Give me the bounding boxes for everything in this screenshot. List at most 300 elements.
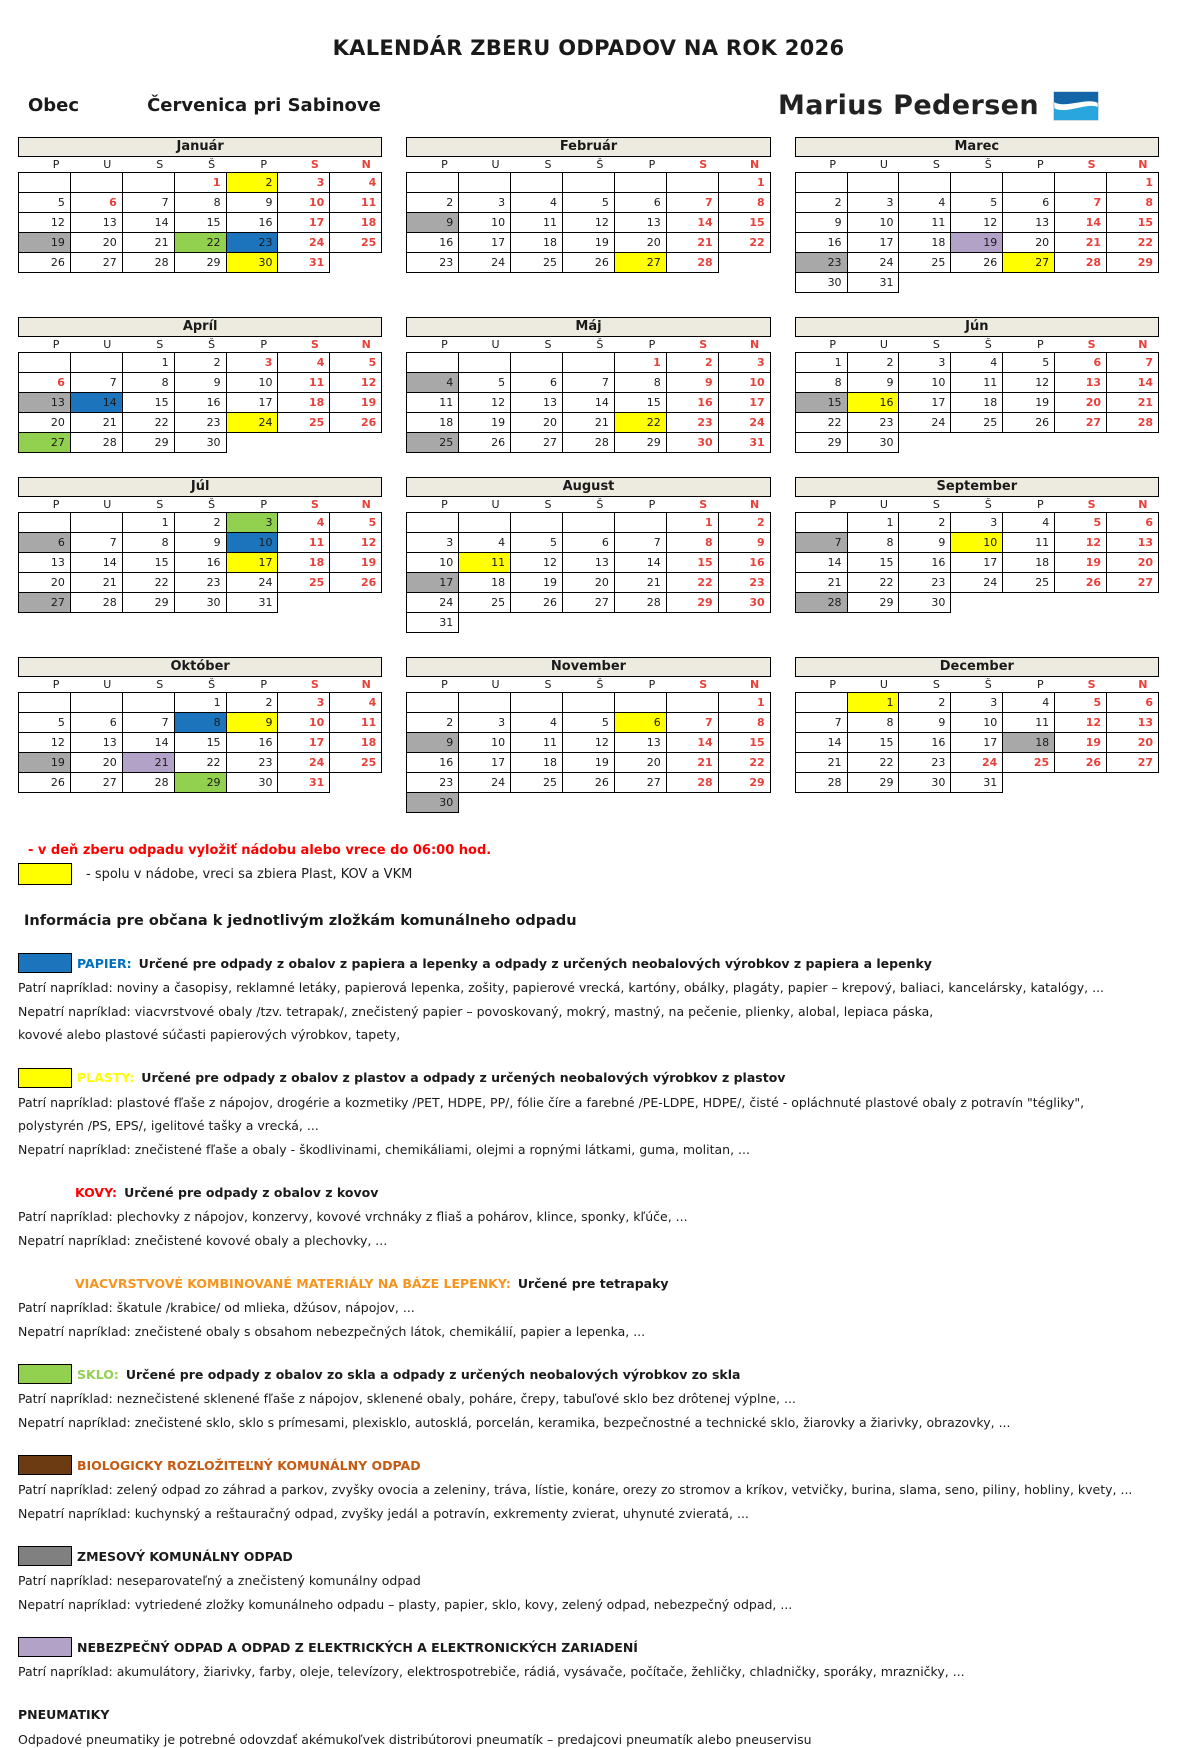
day-august-22: 22 [666,573,718,593]
day-august-18: 18 [459,573,511,593]
months-grid [18,137,1159,813]
day-september-2: 2 [899,513,951,533]
weekday-header: P [614,497,666,513]
day-marec-5: 5 [951,193,1003,213]
day-marec-19: 19 [951,233,1003,253]
day-september-1: 1 [847,513,899,533]
section-head [75,1182,1159,1202]
day-marec-24: 24 [847,253,899,273]
day-december-18: 18 [1003,733,1055,753]
ghost-cell [1107,773,1159,793]
day-februar-17: 17 [459,233,511,253]
day-april-14: 14 [70,393,122,413]
day-marec-26: 26 [951,253,1003,273]
day-oktober-19: 19 [19,753,71,773]
day-jun-14: 14 [1107,373,1159,393]
day-marec-12: 12 [951,213,1003,233]
weekday-header: U [459,677,511,693]
weekday-header: P [226,157,278,173]
empty-day-cell [407,353,459,373]
day-februar-19: 19 [563,233,615,253]
weekday-header: P [1003,337,1055,353]
day-april-8: 8 [122,373,174,393]
section-head [18,1546,1159,1566]
day-april-18: 18 [278,393,330,413]
day-november-23: 23 [407,773,459,793]
day-oktober-3: 3 [278,693,330,713]
weekday-header: S [899,497,951,513]
day-april-10: 10 [226,373,278,393]
day-december-12: 12 [1055,713,1107,733]
weekday-header: P [19,157,71,173]
month-title: September [795,477,1159,497]
day-marec-2: 2 [795,193,847,213]
ghost-cell [1003,593,1055,613]
day-jun-27: 27 [1055,413,1107,433]
day-februar-12: 12 [563,213,615,233]
month-title: Október [18,657,382,677]
day-august-31: 31 [407,613,459,633]
day-maj-26: 26 [459,433,511,453]
day-januar-14: 14 [122,213,174,233]
day-april-30: 30 [174,433,226,453]
day-november-8: 8 [718,713,770,733]
day-jul-15: 15 [122,553,174,573]
day-august-13: 13 [563,553,615,573]
day-december-4: 4 [1003,693,1055,713]
day-april-17: 17 [226,393,278,413]
month-maj [406,317,770,453]
weekday-header: P [1003,157,1055,173]
day-april-25: 25 [278,413,330,433]
weekday-header: P [795,157,847,173]
day-jun-28: 28 [1107,413,1159,433]
ghost-cell [614,793,666,813]
weekday-header: S [511,337,563,353]
empty-day-cell [407,693,459,713]
section-head [18,1455,1159,1475]
day-august-5: 5 [511,533,563,553]
empty-day-cell [847,173,899,193]
day-november-7: 7 [666,713,718,733]
weekday-header: Š [563,497,615,513]
waste-section-sklo [18,1364,1159,1431]
section-heading: Určené pre odpady z obalov z plastov a odpady z určených neobalových výrobkov z plastov [141,1070,785,1085]
day-april-21: 21 [70,413,122,433]
day-maj-21: 21 [563,413,615,433]
day-november-14: 14 [666,733,718,753]
day-december-16: 16 [899,733,951,753]
day-marec-17: 17 [847,233,899,253]
section-line: Patrí napríklad: neznečistené sklenené fľaše z nápojov, sklenené obaly, poháre, črepy, tabuľové sklo bez drôtenej výplne, ... [18,1390,1159,1408]
day-februar-14: 14 [666,213,718,233]
empty-day-cell [70,513,122,533]
weekday-header: S [278,157,330,173]
day-april-26: 26 [330,413,382,433]
day-december-6: 6 [1107,693,1159,713]
day-april-3: 3 [226,353,278,373]
day-september-21: 21 [795,573,847,593]
day-marec-18: 18 [899,233,951,253]
yellow-swatch [18,1068,72,1088]
section-heading: Určené pre odpady z obalov z kovov [124,1185,378,1200]
day-november-25: 25 [511,773,563,793]
day-december-9: 9 [899,713,951,733]
day-jun-5: 5 [1003,353,1055,373]
day-maj-19: 19 [459,413,511,433]
section-line: Nepatrí napríklad: viacvrstvové obaly /tzv. tetrapak/, znečistený papier – povoskovaný, mokrý, mastný, na pečenie, plienky, alobal, lepiaca páska, [18,1003,1159,1021]
day-jun-4: 4 [951,353,1003,373]
day-november-9: 9 [407,733,459,753]
day-september-28: 28 [795,593,847,613]
weekday-header: Š [174,677,226,693]
day-maj-5: 5 [459,373,511,393]
weekday-header: P [795,497,847,513]
day-april-19: 19 [330,393,382,413]
day-jun-18: 18 [951,393,1003,413]
day-april-27: 27 [19,433,71,453]
day-august-17: 17 [407,573,459,593]
day-oktober-26: 26 [19,773,71,793]
day-jun-23: 23 [847,413,899,433]
ghost-cell [951,433,1003,453]
month-grid [795,497,1159,613]
day-januar-8: 8 [174,193,226,213]
day-april-6: 6 [19,373,71,393]
day-januar-19: 19 [19,233,71,253]
empty-day-cell [795,173,847,193]
day-maj-27: 27 [511,433,563,453]
section-heading: Určené pre tetrapaky [518,1276,669,1291]
weekday-header: S [666,337,718,353]
empty-day-cell [511,353,563,373]
collection-legend [18,843,1159,885]
day-november-15: 15 [718,733,770,753]
day-december-5: 5 [1055,693,1107,713]
day-jul-11: 11 [278,533,330,553]
day-november-6: 6 [614,713,666,733]
day-november-19: 19 [563,753,615,773]
day-marec-10: 10 [847,213,899,233]
day-oktober-7: 7 [122,713,174,733]
section-head [18,1705,1159,1725]
day-december-1: 1 [847,693,899,713]
day-februar-4: 4 [511,193,563,213]
empty-day-cell [795,693,847,713]
legend-yellow-row [18,863,1159,885]
day-marec-7: 7 [1055,193,1107,213]
month-grid [18,337,382,453]
day-september-23: 23 [899,573,951,593]
weekday-header: P [19,337,71,353]
ghost-cell [1055,593,1107,613]
day-februar-13: 13 [614,213,666,233]
day-maj-4: 4 [407,373,459,393]
day-jun-8: 8 [795,373,847,393]
weekday-header: P [407,677,459,693]
day-januar-2: 2 [226,173,278,193]
weekday-header: N [330,677,382,693]
day-januar-26: 26 [19,253,71,273]
month-title: Február [406,137,770,157]
day-februar-24: 24 [459,253,511,273]
day-november-30: 30 [407,793,459,813]
weekday-header: S [666,497,718,513]
ghost-cell [899,433,951,453]
day-december-17: 17 [951,733,1003,753]
day-december-26: 26 [1055,753,1107,773]
day-november-18: 18 [511,753,563,773]
day-jun-21: 21 [1107,393,1159,413]
empty-day-cell [511,693,563,713]
day-jun-2: 2 [847,353,899,373]
empty-day-cell [1003,173,1055,193]
day-september-16: 16 [899,553,951,573]
day-oktober-17: 17 [278,733,330,753]
day-januar-5: 5 [19,193,71,213]
ghost-cell [459,793,511,813]
ghost-cell [330,433,382,453]
day-jul-2: 2 [174,513,226,533]
day-februar-22: 22 [718,233,770,253]
day-jun-19: 19 [1003,393,1055,413]
weekday-header: N [330,337,382,353]
section-head [18,953,1159,973]
day-december-3: 3 [951,693,1003,713]
legend-yellow-text: - spolu v nádobe, vreci sa zbiera Plast, KOV a VKM [86,867,412,882]
day-jun-29: 29 [795,433,847,453]
day-jun-15: 15 [795,393,847,413]
empty-day-cell [563,353,615,373]
ghost-cell [511,793,563,813]
day-jul-17: 17 [226,553,278,573]
ghost-cell [1055,433,1107,453]
day-april-1: 1 [122,353,174,373]
day-august-21: 21 [614,573,666,593]
day-marec-23: 23 [795,253,847,273]
weekday-header: Š [563,677,615,693]
day-oktober-1: 1 [174,693,226,713]
weekday-header: P [614,157,666,173]
day-november-10: 10 [459,733,511,753]
section-line: polystyrén /PS, EPS/, igelitové tašky a vrecká, ... [18,1117,1159,1135]
darkgray-swatch [18,1546,72,1566]
day-august-25: 25 [459,593,511,613]
weekday-header: P [407,157,459,173]
ghost-cell [278,433,330,453]
day-august-6: 6 [563,533,615,553]
weekday-header: S [666,677,718,693]
month-title: December [795,657,1159,677]
day-april-5: 5 [330,353,382,373]
day-april-2: 2 [174,353,226,373]
month-januar [18,137,382,273]
section-label: PLASTY: [77,1070,134,1085]
month-august [406,477,770,633]
day-marec-28: 28 [1055,253,1107,273]
day-marec-29: 29 [1107,253,1159,273]
day-marec-22: 22 [1107,233,1159,253]
empty-day-cell [614,513,666,533]
day-marec-31: 31 [847,273,899,293]
section-head [18,1637,1159,1657]
weekday-header: N [1107,337,1159,353]
day-maj-11: 11 [407,393,459,413]
day-januar-15: 15 [174,213,226,233]
day-oktober-28: 28 [122,773,174,793]
brand-name: Marius Pedersen [778,90,1039,121]
day-maj-16: 16 [666,393,718,413]
ghost-cell [330,773,382,793]
day-jul-30: 30 [174,593,226,613]
day-oktober-21: 21 [122,753,174,773]
weekday-header: P [1003,677,1055,693]
day-jun-16: 16 [847,393,899,413]
ghost-cell [666,613,718,633]
weekday-header: U [847,677,899,693]
day-jul-21: 21 [70,573,122,593]
day-november-5: 5 [563,713,615,733]
day-marec-4: 4 [899,193,951,213]
day-november-12: 12 [563,733,615,753]
month-grid [795,337,1159,453]
day-februar-18: 18 [511,233,563,253]
day-maj-20: 20 [511,413,563,433]
day-jul-4: 4 [278,513,330,533]
day-marec-15: 15 [1107,213,1159,233]
ghost-cell [614,613,666,633]
day-februar-20: 20 [614,233,666,253]
day-jul-24: 24 [226,573,278,593]
day-maj-28: 28 [563,433,615,453]
ghost-cell [718,613,770,633]
weekday-header: S [278,497,330,513]
day-november-16: 16 [407,753,459,773]
day-september-5: 5 [1055,513,1107,533]
day-jul-29: 29 [122,593,174,613]
day-september-27: 27 [1107,573,1159,593]
day-februar-7: 7 [666,193,718,213]
section-line: Patrí napríklad: neseparovateľný a znečistený komunálny odpad [18,1572,1159,1590]
day-januar-11: 11 [330,193,382,213]
day-jun-11: 11 [951,373,1003,393]
day-december-31: 31 [951,773,1003,793]
day-november-28: 28 [666,773,718,793]
day-september-22: 22 [847,573,899,593]
weekday-header: P [795,677,847,693]
page-title: KALENDÁR ZBERU ODPADOV NA ROK 2026 [18,0,1159,60]
weekday-header: P [407,497,459,513]
day-maj-8: 8 [614,373,666,393]
day-februar-5: 5 [563,193,615,213]
day-august-16: 16 [718,553,770,573]
day-januar-12: 12 [19,213,71,233]
waste-section-plasty [18,1068,1159,1159]
weekday-header: U [70,497,122,513]
day-oktober-20: 20 [70,753,122,773]
ghost-cell [1107,433,1159,453]
section-line: Patrí napríklad: zelený odpad zo záhrad a parkov, zvyšky ovocia a zeleniny, tráva, lístie, konáre, orezy zo stromov a kríkov, vetvičky, burina, slama, seno, piliny, hobliny, kvety, ... [18,1481,1159,1499]
day-april-13: 13 [19,393,71,413]
day-januar-4: 4 [330,173,382,193]
month-april [18,317,382,453]
day-jul-9: 9 [174,533,226,553]
empty-day-cell [795,513,847,533]
day-august-3: 3 [407,533,459,553]
day-november-29: 29 [718,773,770,793]
day-maj-18: 18 [407,413,459,433]
weekday-header: S [899,157,951,173]
empty-day-cell [459,353,511,373]
day-september-6: 6 [1107,513,1159,533]
blue-swatch [18,953,72,973]
day-januar-24: 24 [278,233,330,253]
day-november-4: 4 [511,713,563,733]
section-label: BIOLOGICKY ROZLOŽITEĽNÝ KOMUNÁLNY ODPAD [77,1458,421,1473]
waste-info-sections [18,953,1159,1748]
day-marec-14: 14 [1055,213,1107,233]
section-label: SKLO: [77,1367,119,1382]
day-oktober-8: 8 [174,713,226,733]
ghost-cell [511,613,563,633]
weekday-header: U [847,157,899,173]
day-december-15: 15 [847,733,899,753]
day-februar-21: 21 [666,233,718,253]
ghost-cell [1003,773,1055,793]
weekday-header: S [122,677,174,693]
day-marec-21: 21 [1055,233,1107,253]
weekday-header: N [1107,677,1159,693]
weekday-header: P [795,337,847,353]
day-september-18: 18 [1003,553,1055,573]
marius-pedersen-logo-icon [1053,91,1099,121]
day-jul-10: 10 [226,533,278,553]
legend-note-red: - v deň zberu odpadu vyložiť nádobu alebo vrece do 06:00 hod. [28,843,1159,858]
weekday-header: S [278,677,330,693]
day-december-28: 28 [795,773,847,793]
day-marec-11: 11 [899,213,951,233]
day-september-24: 24 [951,573,1003,593]
day-jul-22: 22 [122,573,174,593]
day-maj-22: 22 [614,413,666,433]
day-oktober-12: 12 [19,733,71,753]
day-december-8: 8 [847,713,899,733]
day-december-27: 27 [1107,753,1159,773]
day-december-20: 20 [1107,733,1159,753]
empty-day-cell [459,693,511,713]
waste-section-nebezpecny-odpad-a-odpad-z-elektrickych-a-elektronickych-zariadeni [18,1637,1159,1681]
empty-day-cell [70,173,122,193]
day-oktober-27: 27 [70,773,122,793]
section-line: Nepatrí napríklad: vytriedené zložky komunálneho odpadu – plasty, papier, sklo, kovy, zelený odpad, nebezpečný odpad, ... [18,1596,1159,1614]
day-jul-6: 6 [19,533,71,553]
day-februar-3: 3 [459,193,511,213]
day-august-11: 11 [459,553,511,573]
empty-day-cell [899,173,951,193]
day-januar-10: 10 [278,193,330,213]
day-marec-27: 27 [1003,253,1055,273]
weekday-header: Š [951,337,1003,353]
day-februar-11: 11 [511,213,563,233]
day-marec-3: 3 [847,193,899,213]
day-maj-17: 17 [718,393,770,413]
day-maj-24: 24 [718,413,770,433]
day-december-2: 2 [899,693,951,713]
ghost-cell [1107,593,1159,613]
weekday-header: Š [174,337,226,353]
day-maj-29: 29 [614,433,666,453]
day-jun-6: 6 [1055,353,1107,373]
